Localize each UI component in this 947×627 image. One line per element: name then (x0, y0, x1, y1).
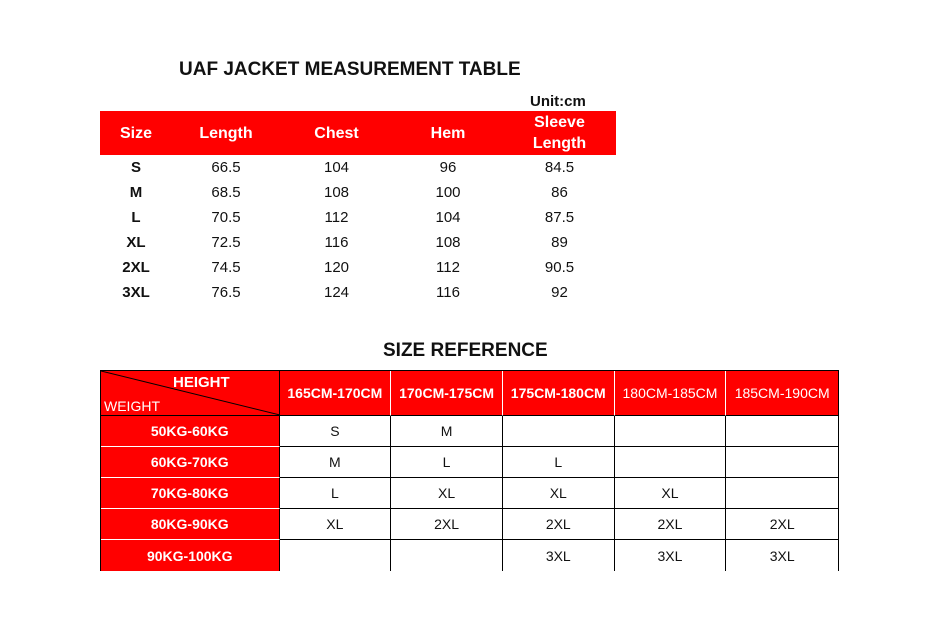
measurement-row (100, 180, 616, 205)
header-chest: Chest (314, 124, 359, 142)
measurement-cell: 74.5 (211, 259, 241, 276)
measurement-row (100, 205, 616, 230)
size-reference-row (101, 416, 838, 447)
size-reference-cell: XL (615, 478, 727, 509)
size-reference-header-row (101, 371, 838, 416)
size-reference-cell: 2XL (503, 509, 615, 540)
size-reference-title: SIZE REFERENCE (383, 340, 548, 361)
size-cell: S (130, 159, 141, 176)
weight-header: 70KG-80KG (101, 478, 280, 509)
measurement-cell: 112 (324, 209, 349, 226)
measurement-body (100, 155, 616, 305)
unit-label: Unit:cm (530, 93, 586, 110)
weight-header: 80KG-90KG (101, 509, 280, 540)
size-reference-body (101, 416, 838, 571)
measurement-cell: 108 (435, 234, 461, 251)
measurement-cell: 72.5 (211, 234, 241, 251)
measurement-row (100, 255, 616, 280)
size-reference-table (100, 370, 839, 571)
measurement-cell: 100 (435, 184, 461, 201)
measurement-row (100, 230, 616, 255)
size-reference-cell: L (280, 478, 392, 509)
size-reference-cell: 3XL (726, 540, 838, 571)
measurement-row (100, 155, 616, 180)
size-reference-cell: 3XL (503, 540, 615, 571)
size-cell: XL (126, 234, 146, 251)
measurement-cell: 70.5 (211, 209, 241, 226)
weight-header: 50KG-60KG (101, 416, 280, 447)
measurement-cell: 84.5 (544, 159, 575, 176)
measurement-cell: 68.5 (211, 184, 241, 201)
size-reference-cell (503, 416, 615, 447)
weight-header: 90KG-100KG (101, 540, 280, 571)
size-reference-cell: XL (503, 478, 615, 509)
size-cell: L (131, 209, 141, 226)
size-reference-row (101, 447, 838, 478)
height-header: 175CM-180CM (503, 371, 615, 416)
measurement-cell: 92 (551, 284, 568, 301)
measurement-cell: 90.5 (544, 259, 575, 276)
header-hem: Hem (430, 124, 466, 142)
size-reference-cell: 3XL (615, 540, 727, 571)
size-reference-cell: M (391, 416, 503, 447)
size-reference-row (101, 478, 838, 509)
weight-header: 60KG-70KG (101, 447, 280, 478)
height-header: 180CM-185CM (615, 371, 727, 416)
size-reference-cell: L (391, 447, 503, 478)
size-reference-row (101, 540, 838, 571)
corner-weight-label: WEIGHT (104, 398, 160, 414)
height-header: 165CM-170CM (280, 371, 392, 416)
size-reference-cell (726, 478, 838, 509)
size-reference-cell: 2XL (615, 509, 727, 540)
size-reference-cell: L (503, 447, 615, 478)
size-reference-cell: XL (280, 509, 392, 540)
size-reference-cell (280, 540, 392, 571)
size-cell: 3XL (122, 284, 150, 301)
size-reference-cell (391, 540, 503, 571)
measurement-cell: 108 (323, 184, 350, 201)
size-cell: 2XL (122, 259, 150, 276)
measurement-table-title: UAF JACKET MEASUREMENT TABLE (179, 59, 521, 80)
measurement-cell: 104 (435, 209, 461, 226)
size-reference-cell (615, 416, 727, 447)
measurement-cell: 124 (323, 284, 350, 301)
measurement-cell: 66.5 (211, 159, 241, 176)
size-reference-cell (726, 447, 838, 478)
measurement-header-row (100, 111, 616, 155)
height-header: 185CM-190CM (726, 371, 838, 416)
size-reference-cell: 2XL (391, 509, 503, 540)
header-sleeve-length: Sleeve Length (532, 114, 587, 152)
size-reference-cell (615, 447, 727, 478)
header-length: Length (199, 124, 253, 142)
corner-header (101, 371, 280, 416)
corner-height-label: HEIGHT (173, 374, 230, 391)
header-size: Size (119, 124, 152, 142)
measurement-cell: 120 (323, 259, 350, 276)
size-reference-row (101, 509, 838, 540)
measurement-cell: 86 (551, 184, 568, 201)
size-reference-cell: M (280, 447, 392, 478)
measurement-cell: 89 (551, 234, 568, 251)
measurement-cell: 116 (436, 284, 460, 301)
measurement-cell: 104 (323, 159, 350, 176)
measurement-row (100, 280, 616, 305)
measurement-cell: 96 (439, 159, 457, 176)
size-reference-cell: S (280, 416, 392, 447)
measurement-cell: 87.5 (544, 209, 575, 226)
measurement-cell: 76.5 (211, 284, 241, 301)
size-reference-cell: 2XL (726, 509, 838, 540)
size-reference-cell (726, 416, 838, 447)
size-cell: M (129, 184, 143, 201)
measurement-cell: 116 (324, 234, 349, 251)
measurement-table (100, 111, 616, 305)
size-reference-cell: XL (391, 478, 503, 509)
height-header: 170CM-175CM (391, 371, 503, 416)
measurement-cell: 112 (436, 259, 460, 276)
